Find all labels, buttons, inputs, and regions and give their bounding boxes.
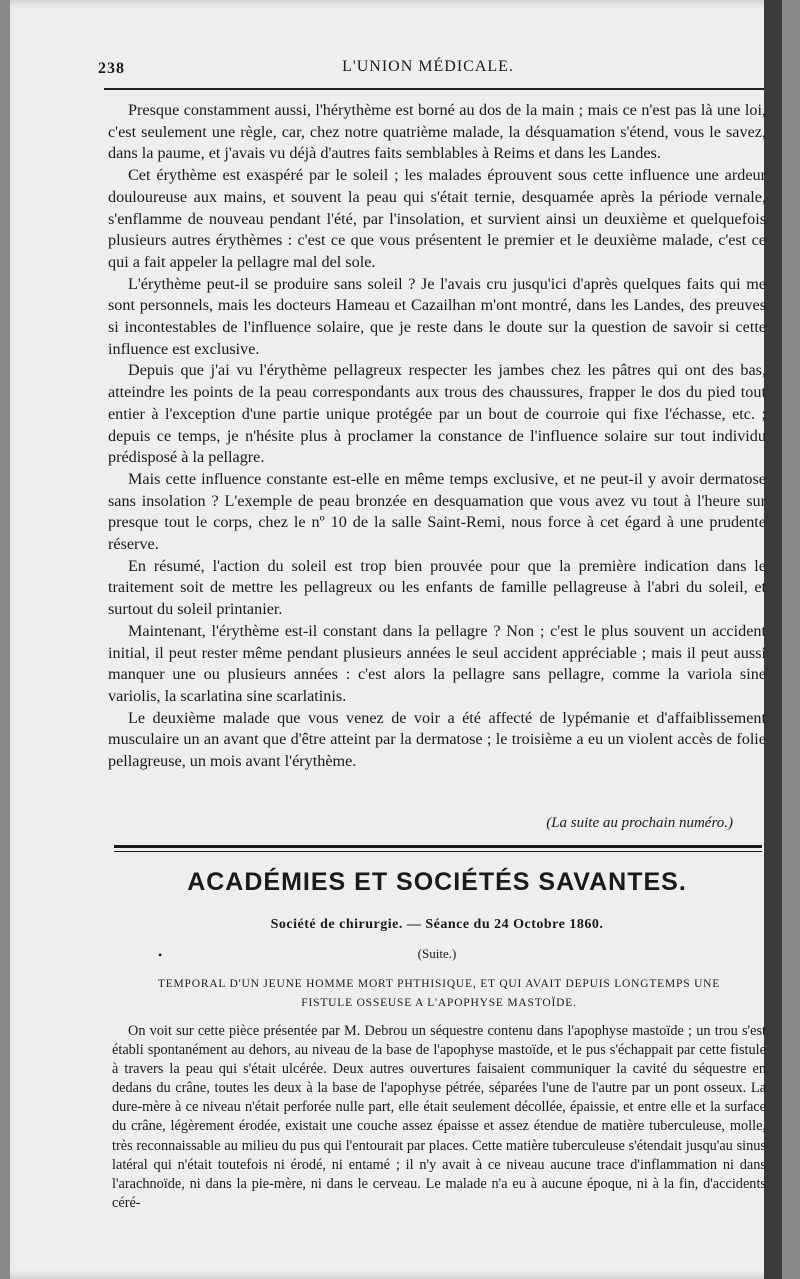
paragraph: L'érythème peut-il se produire sans soleil ? Je l'avais cru jusqu'ici d'après quelques faits qui me sont personnels, mais les docteurs Hameau et Cazailhan m'ont montré, dans les Landes, des preuves si incontestables de l'influence solaire, que je reste dans le doute sur la question de savoir si cette influence est exclusive. xyxy=(108,274,766,358)
paragraph: Cet érythème est exaspéré par le soleil ; les malades éprouvent sous cette influence une ardeur douloureuse aux mains, et souvent la peau qui s'était ternie, desquamée après la période vernale, s'enflamme de nouveau pendant l'été, par l'insolation, et survient ainsi un deuxième et quelquefois plusieurs autres érythèmes : c'est ce que vous présentent le premier et le deuxième malade, c'est ce qui a fait appeler la pellagre mal del sole. xyxy=(108,166,766,271)
suite-label: (Suite.) xyxy=(417,946,457,961)
paragraph: Mais cette influence constante est-elle en même temps exclusive, et ne peut-il y avoir dermatose sans insolation ? L'exemple de peau bronzée en desquamation que vous avez vu tout à l'heure sur presque tout le corps, chez le nº 10 de la salle Saint-Remi, nous force à cet égard à une prudente réserve. xyxy=(108,469,766,554)
section-title: ACADÉMIES ET SOCIÉTÉS SAVANTES. xyxy=(187,868,687,896)
bullet-mark: • xyxy=(158,948,163,962)
section-rule-thin xyxy=(114,851,762,852)
continuation-note: (La suite au prochain numéro.) xyxy=(546,815,733,831)
case-paragraph: On voit sur cette pièce présentée par M. Debrou un séquestre contenu dans l'apophyse mastoïde ; un trou s'est établi spontanément au dehors, au niveau de la base de l'apophyse mastoïde, et le pus s'échappait par cette fistule à travers la peau qui s'était ulcérée. Deux autres ouvertures faisaient communiquer la cavité du séquestre en dedans du crâne, toutes les deux à la base de l'apophyse pétrée, séparées l'une de l'autre par un pont osseux. La dure-mère à ce niveau n'était perforée nulle part, elle était seulement décollée, épaissie, et entre elle et la surface du crâne, légèrement érodée, existait une couche assez épaisse et assez étendue de matière tuberculeuse, molle, très reconnaissable au milieu du pus qui l'entourait par places. Cette matière tuberculeuse s'étendait jusqu'au sinus latéral qui n'était toutefois ni érodé, ni entamé ; il n'y avait à ce niveau aucune trace d'inflammation ni dans l'arachnoïde, ni dans la pie-mère, ni dans le cerveau. Le malade n'a eu à aucune époque, ni à la fin, d'accidents céré- xyxy=(112,1023,766,1211)
article-text xyxy=(108,100,766,773)
header-rule xyxy=(104,88,764,90)
paragraph: Maintenant, l'érythème est-il constant dans la pellagre ? Non ; c'est le plus souvent un accident initial, il peut rester même pendant plusieurs années le seul accident appréciable ; mais il peut aussi manquer une ou plusieurs années : c'est alors la pellagre sans pellagre, comme la variola sine variolis, la scarlatina sine scarlatinis. xyxy=(108,621,766,705)
case-body xyxy=(112,1022,766,1213)
case-title-line-2: FISTULE OSSEUSE A L'APOPHYSE MASTOÏDE. xyxy=(301,997,577,1009)
paragraph: Le deuxième malade que vous venez de voir a été affecté de lypémanie et d'affaiblissement musculaire un an avant que d'être atteint par la dermatose ; le troisième a eu un violent accès de folie pellagreuse, un mois avant l'érythème. xyxy=(108,708,766,771)
case-title-line-1: TEMPORAL D'UN JEUNE HOMME MORT PHTHISIQUE, ET QUI AVAIT DEPUIS LONGTEMPS UNE xyxy=(157,978,721,990)
paragraph: Presque constamment aussi, l'hérythème est borné au dos de la main ; mais ce n'est pas là une loi, c'est seulement une règle, car, chez notre quatrième malade, la désquamation s'étend, vous le savez, dans la paume, et j'avais vu déjà d'autres faits semblables à Reims et dans les Landes. xyxy=(108,101,766,163)
society-heading: Société de chirurgie. — Séance du 24 Octobre 1860. xyxy=(270,917,604,932)
running-header xyxy=(98,52,758,78)
paragraph: En résumé, l'action du soleil est trop bien prouvée pour que la première indication dans le traitement soit de mettre les pellagreux ou les enfants de famille pellagreuse à l'abri du soleil, et surtout du soleil printanier. xyxy=(108,556,766,619)
journal-page xyxy=(10,0,782,1279)
page-edge-shadow xyxy=(764,0,782,1279)
page-number: 238 xyxy=(98,60,125,77)
journal-title: L'UNION MÉDICALE. xyxy=(342,58,514,75)
paragraph: Depuis que j'ai vu l'érythème pellagreux respecter les jambes chez les pâtres qui ont des bas, atteindre les points de la peau correspondants aux trous des chaussures, frapper le dos du pied tout entier à l'exception d'une partie unique protégée par un bout de courroie qui fixe l'échasse, etc. ; depuis ce temps, je n'hésite plus à proclamer la constance de l'influence solaire sur tout individu prédisposé à la pellagre. xyxy=(108,361,766,467)
section-rule-thick xyxy=(114,845,762,848)
case-title xyxy=(112,975,766,1013)
